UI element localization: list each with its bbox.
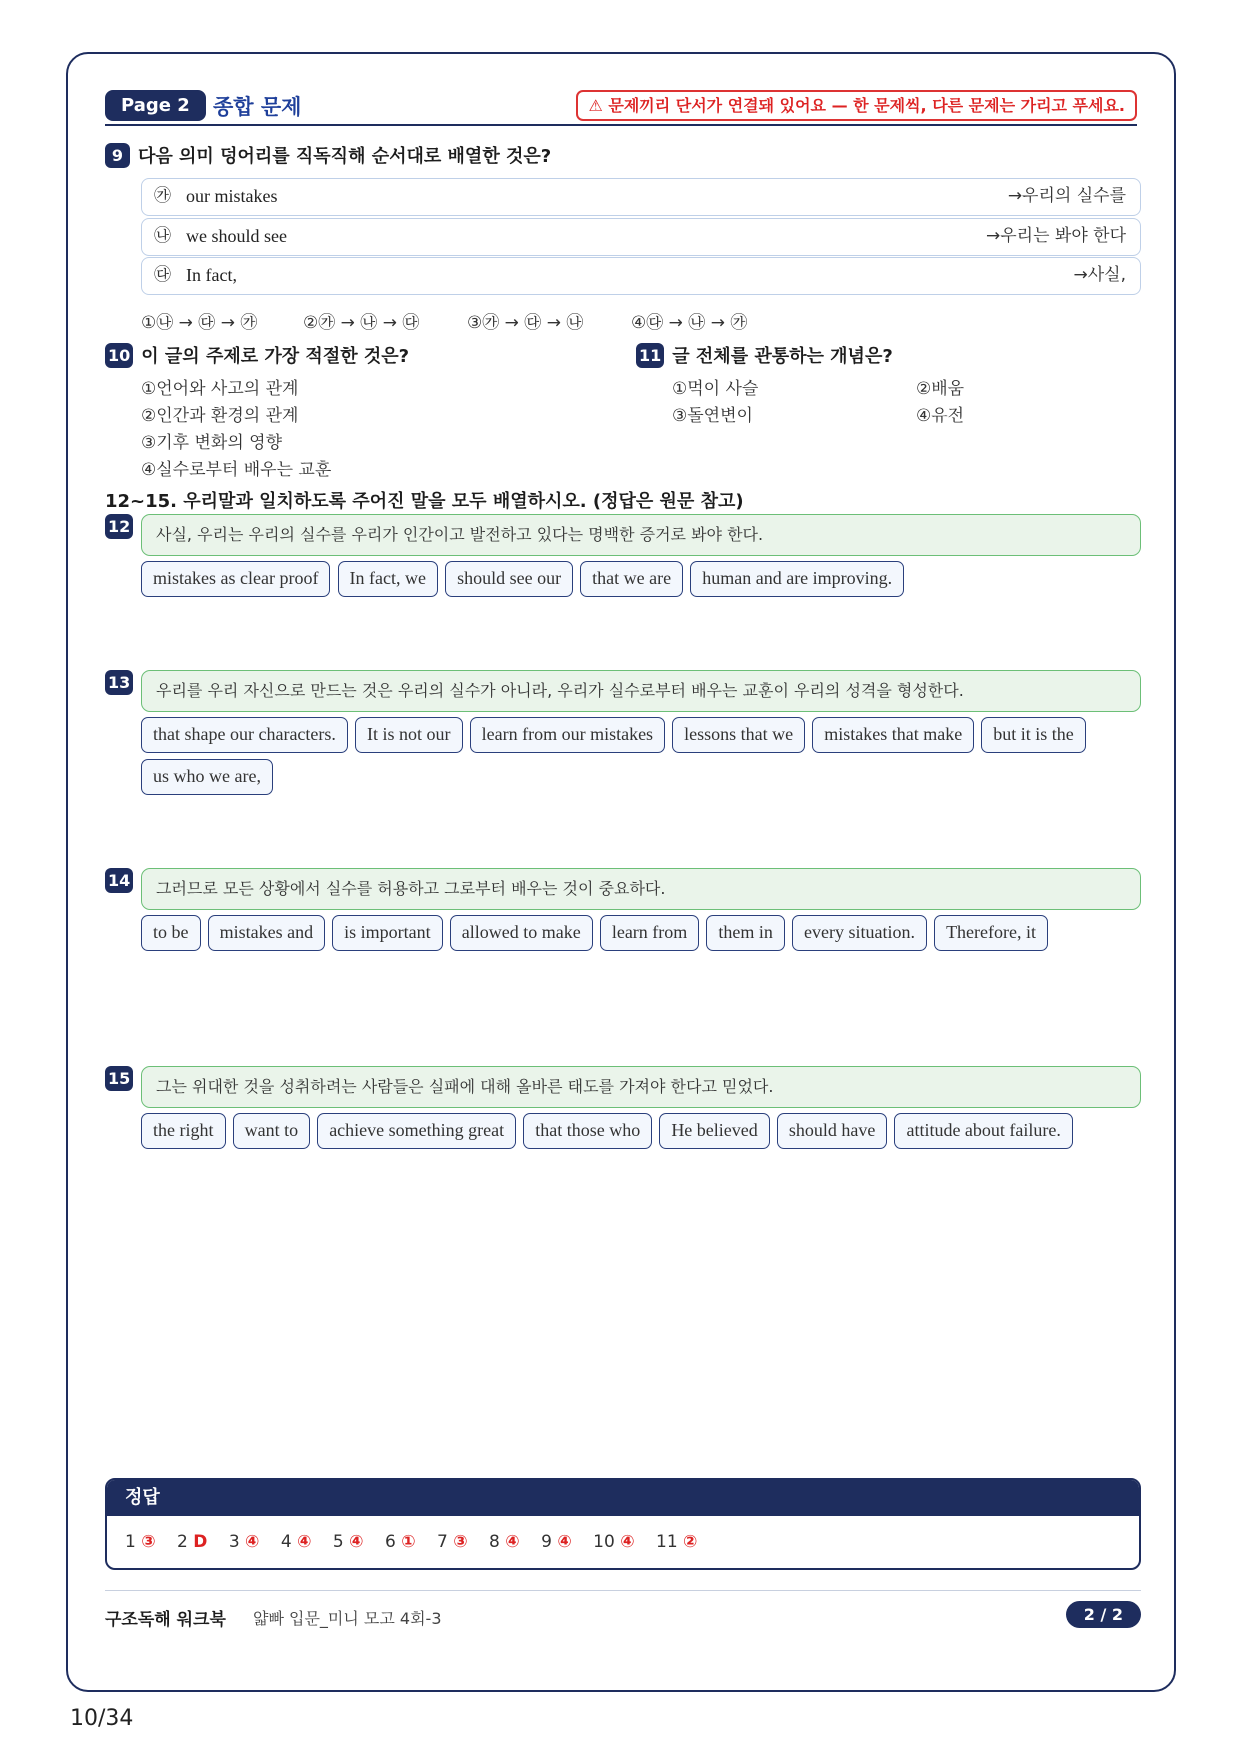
word-chip[interactable]: that those who — [523, 1113, 652, 1149]
answer-value: ④ — [505, 1532, 520, 1552]
chunk-english: our mistakes — [186, 186, 278, 206]
chunk-marker: ㉰ — [154, 265, 171, 285]
word-bank — [141, 561, 1151, 603]
answer-item — [333, 1532, 364, 1552]
question-number: 13 — [105, 670, 133, 695]
chunk-row — [141, 218, 1141, 256]
word-chip[interactable]: He believed — [659, 1113, 769, 1149]
question-10-heading — [105, 342, 409, 368]
chunk-marker: ㉯ — [154, 226, 171, 246]
answer-item — [177, 1532, 207, 1552]
korean-sentence-box: 우리를 우리 자신으로 만드는 것은 우리의 실수가 아니라, 우리가 실수로부터 배우는 교훈이 우리의 성격을 형성한다. — [141, 670, 1141, 712]
word-chip[interactable]: should have — [777, 1113, 887, 1149]
answer-value: ③ — [453, 1532, 468, 1552]
question-number: 15 — [105, 1066, 133, 1091]
question-number: 9 — [105, 143, 130, 168]
word-chip[interactable]: us who we are, — [141, 759, 273, 795]
word-chip[interactable]: that we are — [580, 561, 683, 597]
choice-option[interactable]: ①언어와 사고의 관계 — [141, 379, 299, 399]
word-chip[interactable]: mistakes and — [208, 915, 325, 951]
choice-option[interactable]: ②배움 — [916, 379, 965, 399]
answer-item — [541, 1532, 572, 1552]
choice-option[interactable]: ③기후 변화의 영향 — [141, 433, 283, 453]
question-number: 10 — [105, 343, 133, 368]
word-chip[interactable]: mistakes as clear proof — [141, 561, 330, 597]
answer-item — [385, 1532, 416, 1552]
answer-value: D — [193, 1532, 208, 1552]
answer-value: ④ — [620, 1532, 635, 1552]
page-header — [105, 90, 1137, 126]
word-chip[interactable]: achieve something great — [317, 1113, 516, 1149]
chunk-korean: →우리는 봐야 한다 — [985, 226, 1126, 246]
answer-number: 9 — [541, 1532, 552, 1552]
word-chip[interactable]: allowed to make — [450, 915, 593, 951]
word-chip[interactable]: learn from our mistakes — [470, 717, 665, 753]
worksheet-content — [105, 90, 1137, 1140]
choice-option[interactable]: ③돌연변이 — [672, 406, 753, 426]
answer-item — [593, 1532, 634, 1552]
question-text: 다음 의미 덩어리를 직독직해 순서대로 배열한 것은? — [138, 146, 552, 167]
question-number: 12 — [105, 514, 133, 539]
answer-value: ② — [683, 1532, 698, 1552]
word-chip[interactable]: learn from — [600, 915, 699, 951]
word-chip[interactable]: mistakes that make — [812, 717, 974, 753]
worksheet-page — [66, 52, 1176, 1692]
answer-number: 10 — [593, 1532, 615, 1552]
word-chip[interactable]: but it is the — [981, 717, 1086, 753]
choice-option[interactable]: ③㉮ → ㉰ → ㉯ — [467, 313, 584, 333]
choice-option[interactable]: ②인간과 환경의 관계 — [141, 406, 299, 426]
choice-option[interactable]: ④실수로부터 배우는 교훈 — [141, 460, 332, 480]
answer-number: 11 — [656, 1532, 678, 1552]
footer-page-indicator: 2 / 2 — [1066, 1601, 1141, 1628]
choice-option[interactable]: ②㉮ → ㉯ → ㉰ — [303, 313, 420, 333]
chunk-row — [141, 178, 1141, 216]
question-text: 이 글의 주제로 가장 적절한 것은? — [141, 346, 410, 367]
chunk-korean: →사실, — [1073, 265, 1126, 285]
word-chip[interactable]: is important — [332, 915, 443, 951]
chunk-marker: ㉮ — [154, 186, 171, 206]
answer-number: 8 — [489, 1532, 500, 1552]
answer-item — [281, 1532, 312, 1552]
page-title: 종합 문제 — [213, 95, 302, 119]
word-chip[interactable]: to be — [141, 915, 201, 951]
answer-key — [105, 1478, 1141, 1570]
word-chip[interactable]: that shape our characters. — [141, 717, 348, 753]
answer-value: ④ — [297, 1532, 312, 1552]
chunk-english: we should see — [186, 226, 287, 246]
word-bank — [141, 915, 1151, 957]
answer-number: 6 — [384, 1532, 396, 1552]
answer-item — [656, 1532, 697, 1552]
word-chip[interactable]: every situation. — [792, 915, 927, 951]
word-chip[interactable]: In fact, we — [338, 561, 438, 597]
word-chip[interactable]: should see our — [445, 561, 573, 597]
document-page-counter: 10/34 — [70, 1706, 134, 1731]
korean-sentence-box: 사실, 우리는 우리의 실수를 우리가 인간이고 발전하고 있다는 명백한 증거로 봐야 한다. — [141, 514, 1141, 556]
chunk-korean: →우리의 실수를 — [1007, 186, 1126, 206]
choice-option[interactable]: ①㉯ → ㉰ → ㉮ — [141, 313, 258, 333]
question-9-heading — [105, 142, 551, 168]
answer-number: 5 — [332, 1532, 344, 1552]
word-chip[interactable]: lessons that we — [672, 717, 805, 753]
word-chip[interactable]: human and are improving. — [690, 561, 904, 597]
word-bank — [141, 717, 1151, 801]
question-11-heading — [636, 342, 893, 368]
choice-option[interactable]: ④㉰ → ㉯ → ㉮ — [631, 313, 748, 333]
answer-key-row — [107, 1516, 1139, 1568]
word-chip[interactable]: them in — [706, 915, 785, 951]
answer-item — [229, 1532, 260, 1552]
choice-option[interactable]: ④유전 — [916, 406, 965, 426]
answer-item — [125, 1532, 156, 1552]
word-chip[interactable]: want to — [233, 1113, 311, 1149]
answer-number: 7 — [437, 1532, 448, 1552]
answer-value: ④ — [245, 1532, 260, 1552]
answer-value: ① — [401, 1532, 416, 1552]
page-footer — [105, 1590, 1141, 1640]
word-chip[interactable]: Therefore, it — [934, 915, 1048, 951]
section-heading: 12~15. 우리말과 일치하도록 주어진 말을 모두 배열하시오. (정답은 원문 참고) — [105, 491, 744, 512]
question-text: 글 전체를 관통하는 개념은? — [672, 346, 893, 367]
word-chip[interactable]: attitude about failure. — [894, 1113, 1072, 1149]
page-badge: Page 2 — [105, 90, 206, 121]
answer-value: ③ — [141, 1532, 156, 1552]
korean-sentence-box: 그는 위대한 것을 성취하려는 사람들은 실패에 대해 올바른 태도를 가져야 한다고 믿었다. — [141, 1066, 1141, 1108]
chunk-row — [141, 257, 1141, 295]
answer-item — [437, 1532, 468, 1552]
footer-brand: 구조독해 워크북 — [105, 1610, 226, 1630]
answer-item — [489, 1532, 520, 1552]
chunk-english: In fact, — [186, 265, 237, 285]
choice-option[interactable]: ①먹이 사슬 — [672, 379, 759, 399]
question-number: 14 — [105, 868, 133, 893]
answer-number: 3 — [228, 1532, 240, 1552]
answer-number: 2 — [177, 1532, 188, 1552]
word-bank — [141, 1113, 1151, 1155]
korean-sentence-box: 그러므로 모든 상황에서 실수를 허용하고 그로부터 배우는 것이 중요하다. — [141, 868, 1141, 910]
answer-value: ④ — [349, 1532, 364, 1552]
footer-subtitle: 얇빠 입문_미니 모고 4회-3 — [253, 1609, 442, 1628]
answer-key-title: 정답 — [107, 1480, 1139, 1516]
question-number: 11 — [636, 343, 664, 368]
answer-value: ④ — [557, 1532, 572, 1552]
word-chip[interactable]: It is not our — [355, 717, 463, 753]
word-chip[interactable]: the right — [141, 1113, 226, 1149]
answer-number: 1 — [125, 1532, 136, 1552]
answer-number: 4 — [280, 1532, 292, 1552]
warning-notice: ⚠ 문제끼리 단서가 연결돼 있어요 — 한 문제씩, 다른 문제는 가리고 푸세요. — [576, 90, 1137, 121]
